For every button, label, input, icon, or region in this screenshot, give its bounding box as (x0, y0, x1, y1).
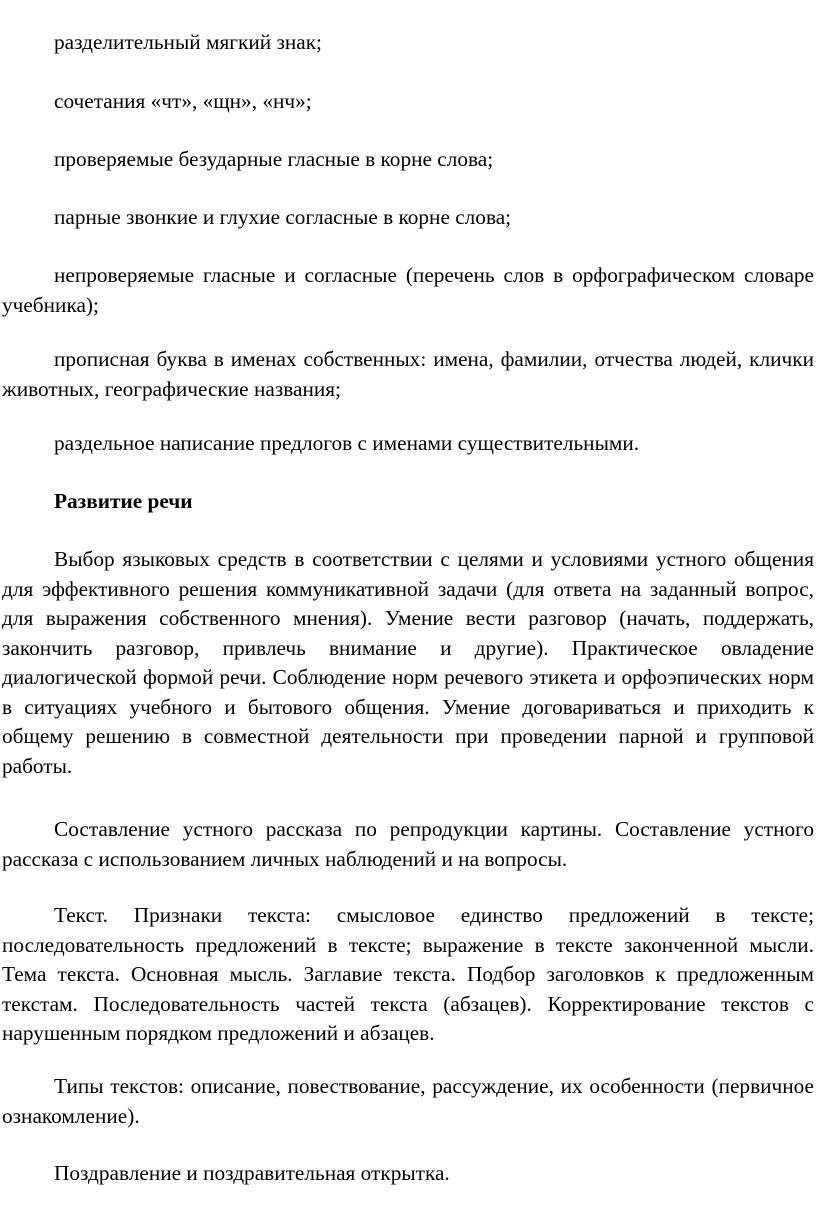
list-item: проверяемые безударные гласные в корне слова; (54, 147, 494, 171)
list-item: прописная буква в именах собственных: имена, фамилии, отчества людей, клички животных, географические названия; (2, 347, 814, 401)
list-item: разделительный мягкий знак; (54, 30, 322, 54)
paragraph: Поздравление и поздравительная открытка. (54, 1161, 450, 1185)
paragraph: Текст. Признаки текста: смысловое единство предложений в тексте; последовательность предложений в тексте; выражение в тексте законченной мысли. Тема текста. Основная мысль. Заглавие текста. Подбор заголовков к предложенным текстам. Последовательность частей текста (абзацев). Корректирование текстов с нарушенным порядком предложений и абзацев. (2, 903, 814, 1045)
list-item: непроверяемые гласные и согласные (перечень слов в орфографическом словаре учебника); (2, 263, 814, 317)
paragraph: Выбор языковых средств в соответствии с целями и условиями устного общения для эффективного решения коммуникативной задачи (для ответа на заданный вопрос, для выражения собственного мнения). Умение вести разговор (начать, поддержать, закончить разговор, привлечь внимание и другие). Практическое овладение диалогической формой речи. Соблюдение норм речевого этикета и орфоэпических норм в ситуациях учебного и бытового общения. Умение договариваться и приходить к общему решению в совместной деятельности при проведении парной и групповой работы. (2, 547, 814, 778)
list-item: сочетания «чт», «щн», «нч»; (54, 89, 312, 113)
list-item: парные звонкие и глухие согласные в корне слова; (54, 205, 512, 229)
section-heading: Развитие речи (54, 489, 193, 513)
list-item: раздельное написание предлогов с именами существительными. (54, 431, 640, 455)
paragraph: Типы текстов: описание, повествование, рассуждение, их особенности (первичное ознакомление). (2, 1074, 814, 1128)
paragraph: Составление устного рассказа по репродукции картины. Составление устного рассказа с использованием личных наблюдений и на вопросы. (2, 817, 814, 871)
